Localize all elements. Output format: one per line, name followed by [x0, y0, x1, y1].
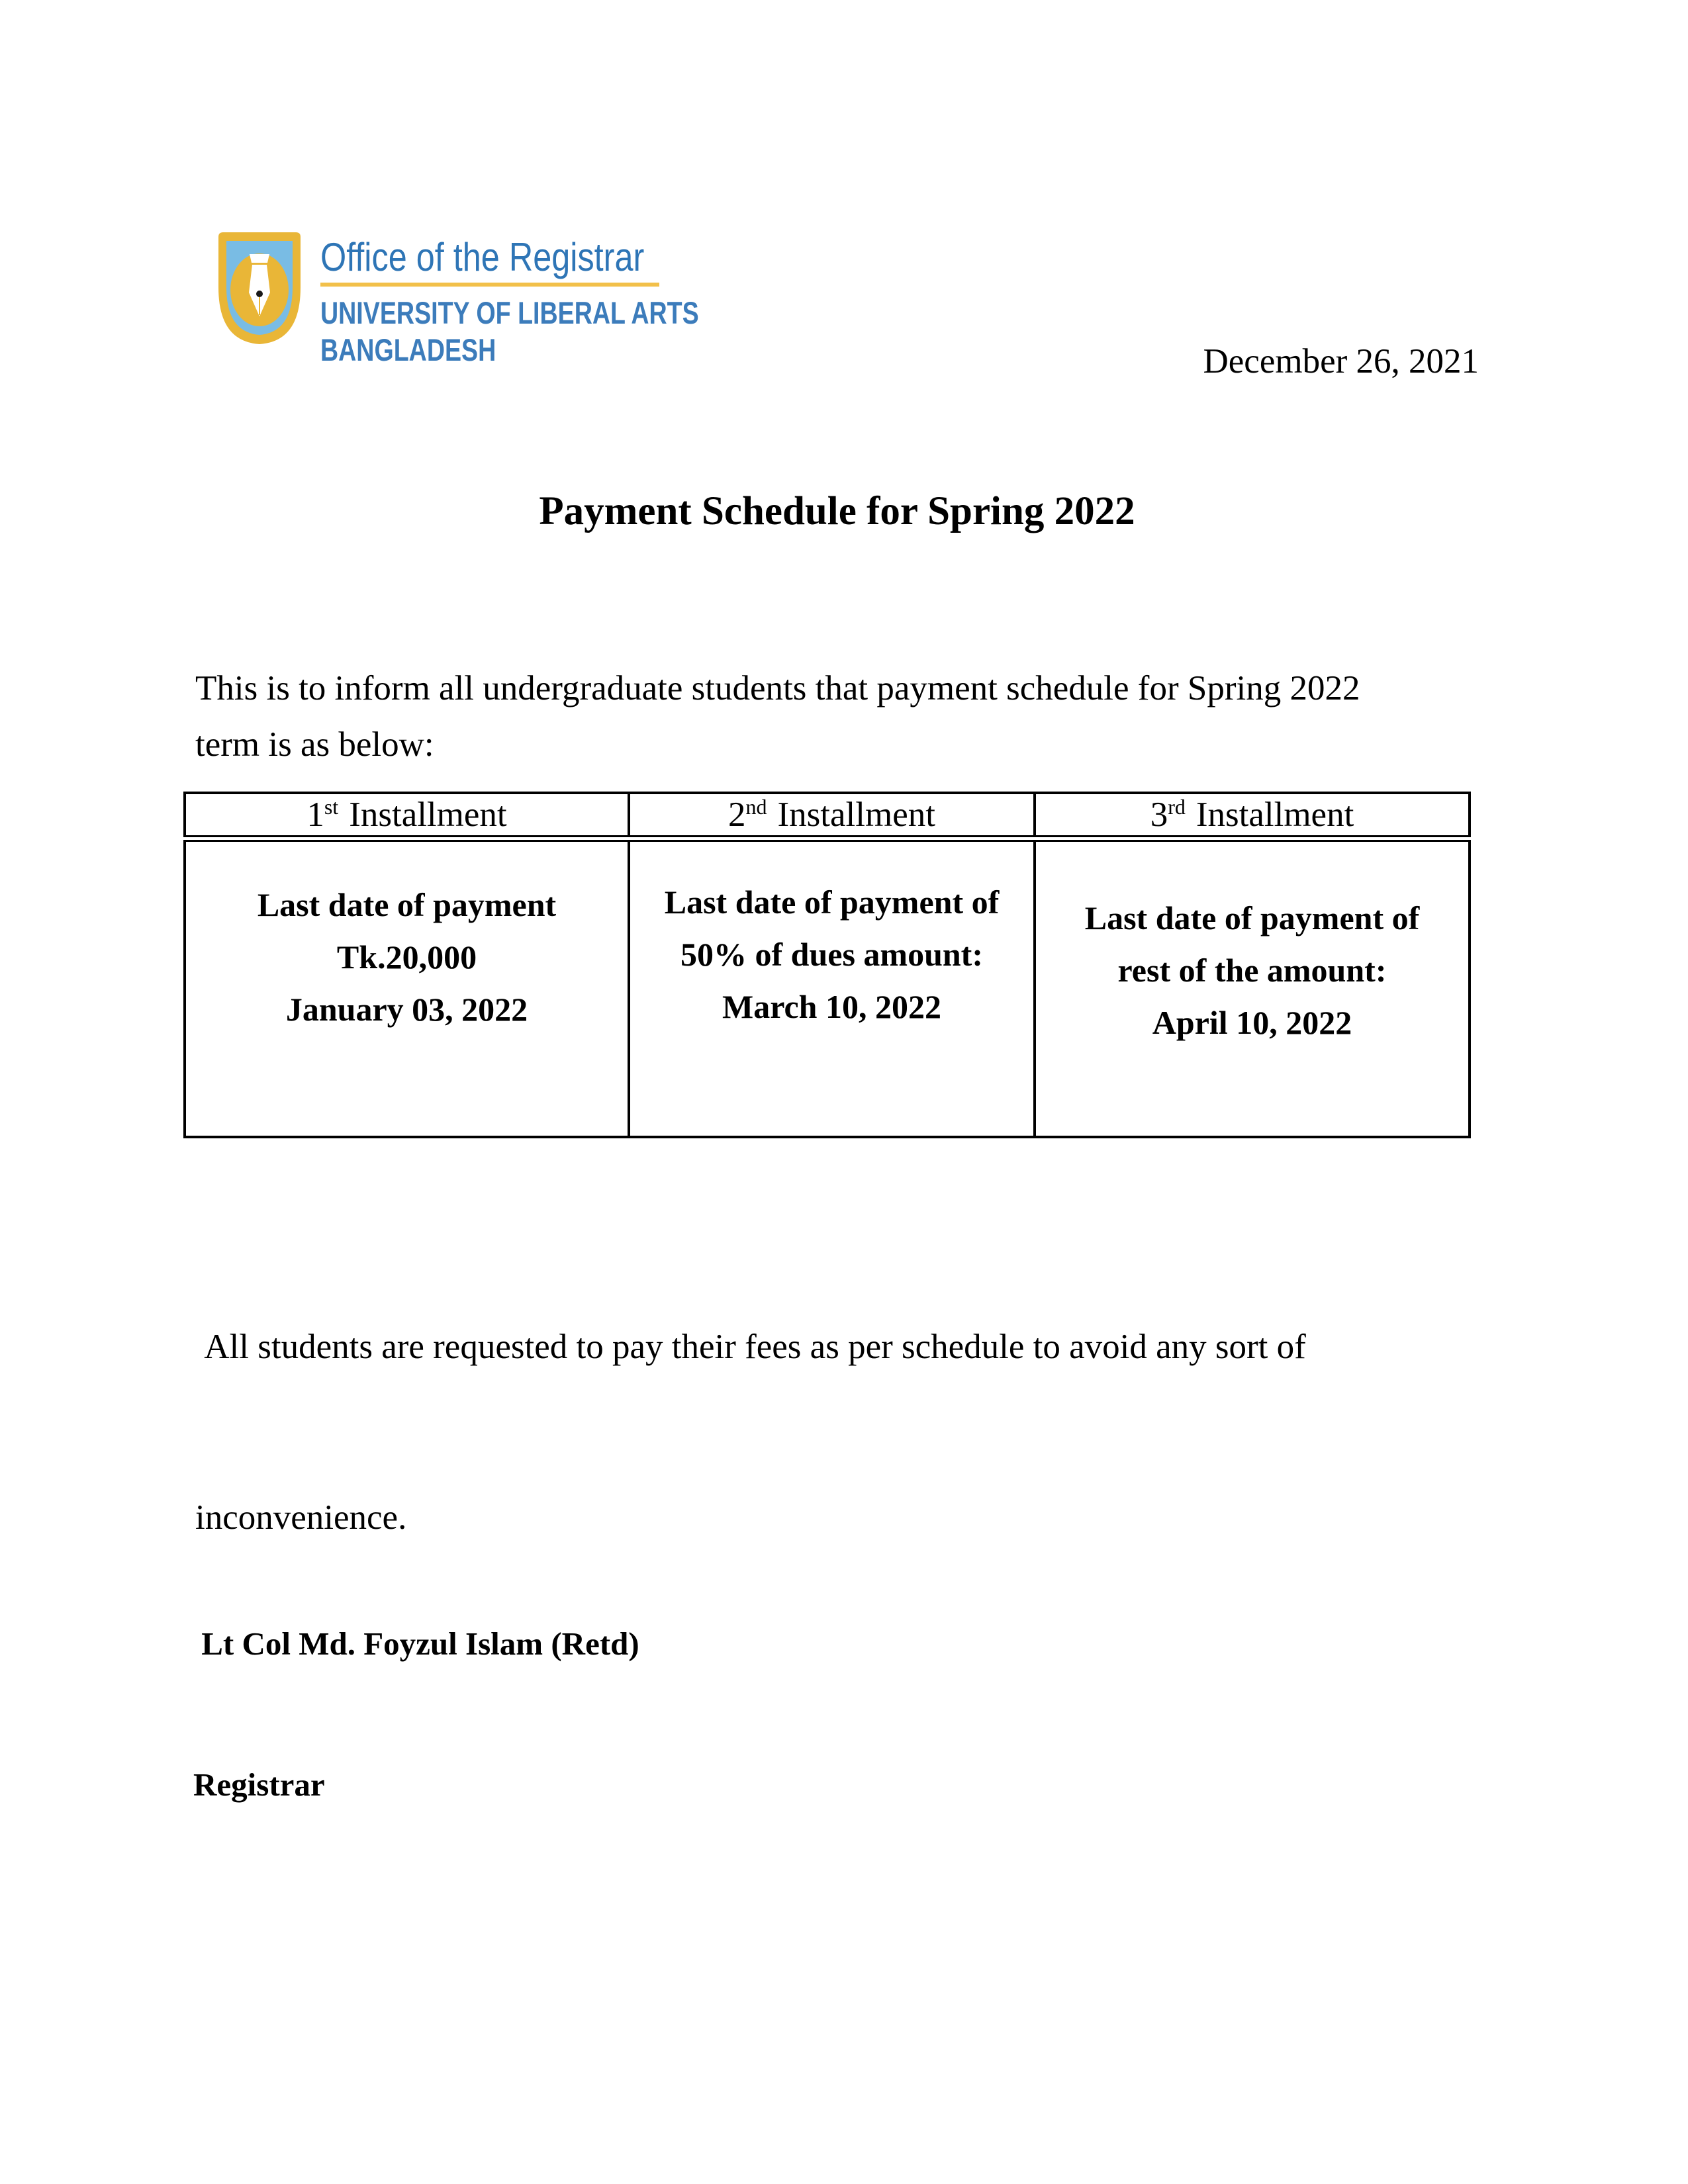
header-ordinal-suffix: rd — [1168, 795, 1186, 819]
signature-block — [193, 1526, 639, 1902]
header-label: Installment — [1196, 796, 1354, 834]
header-first-installment — [185, 793, 629, 839]
header-third-installment — [1035, 793, 1470, 839]
cell-line: March 10, 2022 — [722, 988, 941, 1025]
header-label: Installment — [349, 796, 507, 834]
cell-line: Last date of payment of — [1084, 899, 1420, 936]
installment-table-header-row — [185, 793, 1470, 839]
cell-third-installment — [1035, 839, 1470, 1137]
header-ordinal-suffix: nd — [745, 795, 767, 819]
cell-line: Last date of payment of — [664, 884, 1000, 921]
cell-line: January 03, 2022 — [285, 991, 528, 1028]
intro-line-1: This is to inform all undergraduate students that payment schedule for Spring 2022 — [195, 669, 1360, 707]
cell-second-installment — [629, 839, 1035, 1137]
header-second-installment — [629, 793, 1035, 839]
logo-gold-rule — [320, 283, 659, 287]
logo-wordmark — [320, 230, 794, 369]
university-logo — [213, 230, 794, 369]
signatory-title: Registrar — [193, 1766, 325, 1803]
document-title: Payment Schedule for Spring 2022 — [539, 489, 1135, 533]
header-label: Installment — [777, 796, 935, 834]
header-ordinal-number: 1 — [306, 796, 324, 834]
installment-table — [183, 792, 1471, 1138]
signatory-name: Lt Col Md. Foyzul Islam (Retd) — [193, 1625, 639, 1662]
intro-line-2: term is as below: — [195, 725, 434, 764]
installment-table-body-row — [185, 839, 1470, 1137]
cell-line: 50% of dues amount: — [680, 936, 983, 973]
intro-paragraph — [195, 660, 1509, 773]
cell-line: rest of the amount: — [1117, 952, 1387, 989]
university-crest-icon — [213, 230, 306, 347]
logo-office-title: Office of the Registrar — [320, 235, 645, 279]
header-ordinal-number: 2 — [728, 796, 746, 834]
logo-university-name: UNIVERSITY OF LIBERAL ARTS — [320, 295, 699, 330]
header-ordinal-suffix: st — [324, 795, 339, 819]
cell-line: Last date of payment — [257, 886, 557, 923]
logo-country: BANGLADESH — [320, 332, 496, 367]
cell-first-installment — [185, 839, 629, 1137]
cell-line: Tk.20,000 — [336, 938, 477, 976]
header-ordinal-number: 3 — [1150, 796, 1168, 834]
letter-date: December 26, 2021 — [1203, 342, 1479, 381]
closing-line-2: inconvenience. — [195, 1498, 407, 1537]
cell-line: April 10, 2022 — [1152, 1004, 1352, 1041]
closing-line-1: All students are requested to pay their fees as per schedule to avoid any sort of — [195, 1328, 1306, 1366]
